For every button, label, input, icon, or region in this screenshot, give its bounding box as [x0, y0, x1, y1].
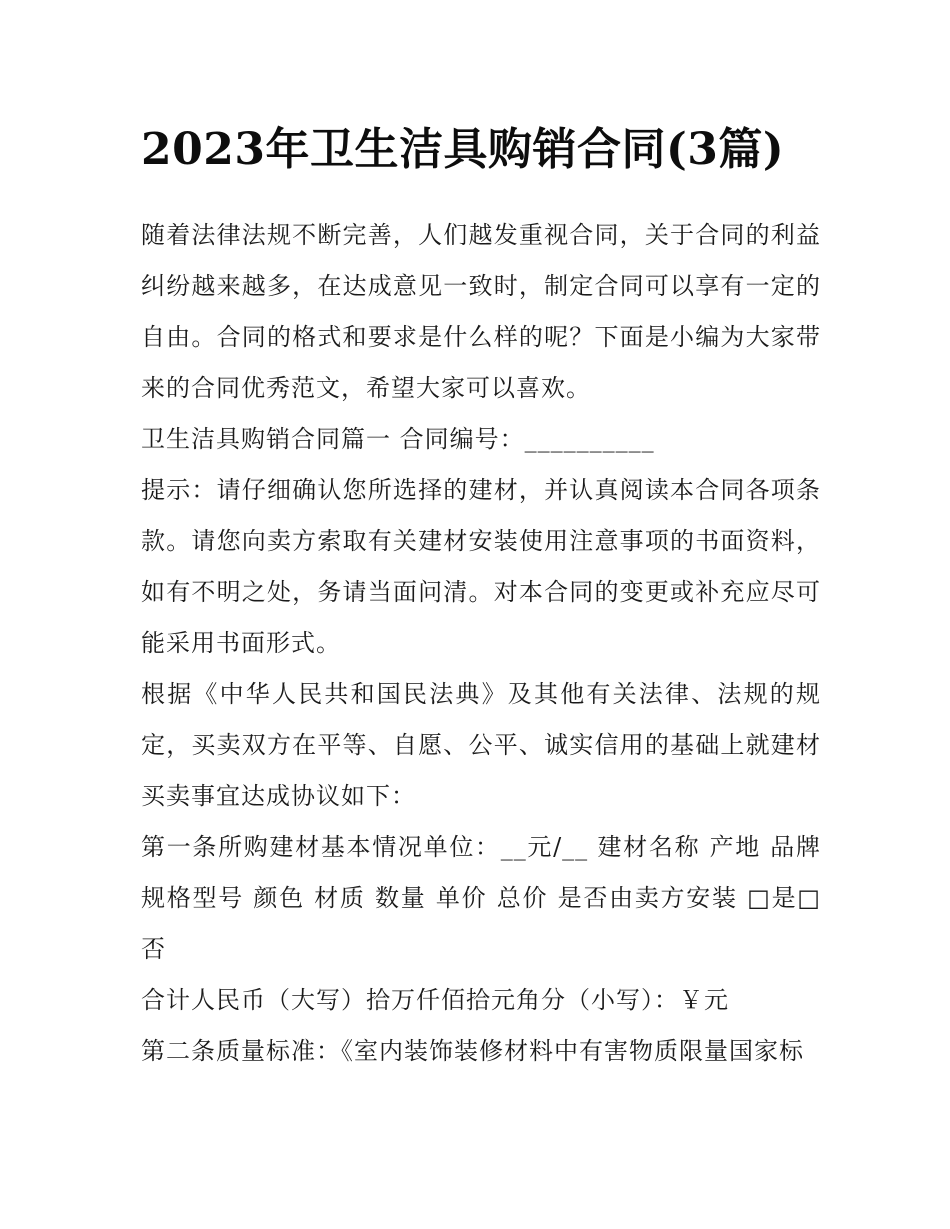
paragraph-intro: 随着法律法规不断完善，人们越发重视合同，关于合同的利益纠纷越来越多，在达成意见一致时，制定合同可以享有一定的自由。合同的格式和要求是什么样的呢？下面是小编为大家带来的合同优秀范文，希望大家可以喜欢。	[141, 221, 821, 402]
paragraph-legal-basis: 根据《中华人民共和国民法典》及其他有关法律、法规的规定，买卖双方在平等、自愿、公平、诚实信用的基础上就建材买卖事宜达成协议如下：	[141, 680, 821, 810]
paragraph-article-1: 第一条所购建材基本情况单位：__元/__ 建材名称 产地 品牌 规格型号 颜色 材质 数量 单价 总价 是否由卖方安装 □是□否	[141, 833, 821, 963]
document-body	[141, 210, 821, 1077]
document-title: 2023年卫生洁具购销合同(3篇)	[141, 124, 785, 175]
paragraph-contract-number: 卫生洁具购销合同篇一 合同编号：__________	[141, 425, 655, 453]
paragraph-total: 合计人民币（大写）拾万仟佰拾元角分（小写）：￥元	[141, 986, 729, 1014]
paragraph-article-2: 第二条质量标准：《室内装饰装修材料中有害物质限量国家标	[141, 1037, 804, 1065]
paragraph-notice: 提示：请仔细确认您所选择的建材，并认真阅读本合同各项条款。请您向卖方索取有关建材安装使用注意事项的书面资料，如有不明之处，务请当面问清。对本合同的变更或补充应尽可能采用书面形式。	[141, 476, 821, 657]
document-page	[141, 110, 821, 1077]
